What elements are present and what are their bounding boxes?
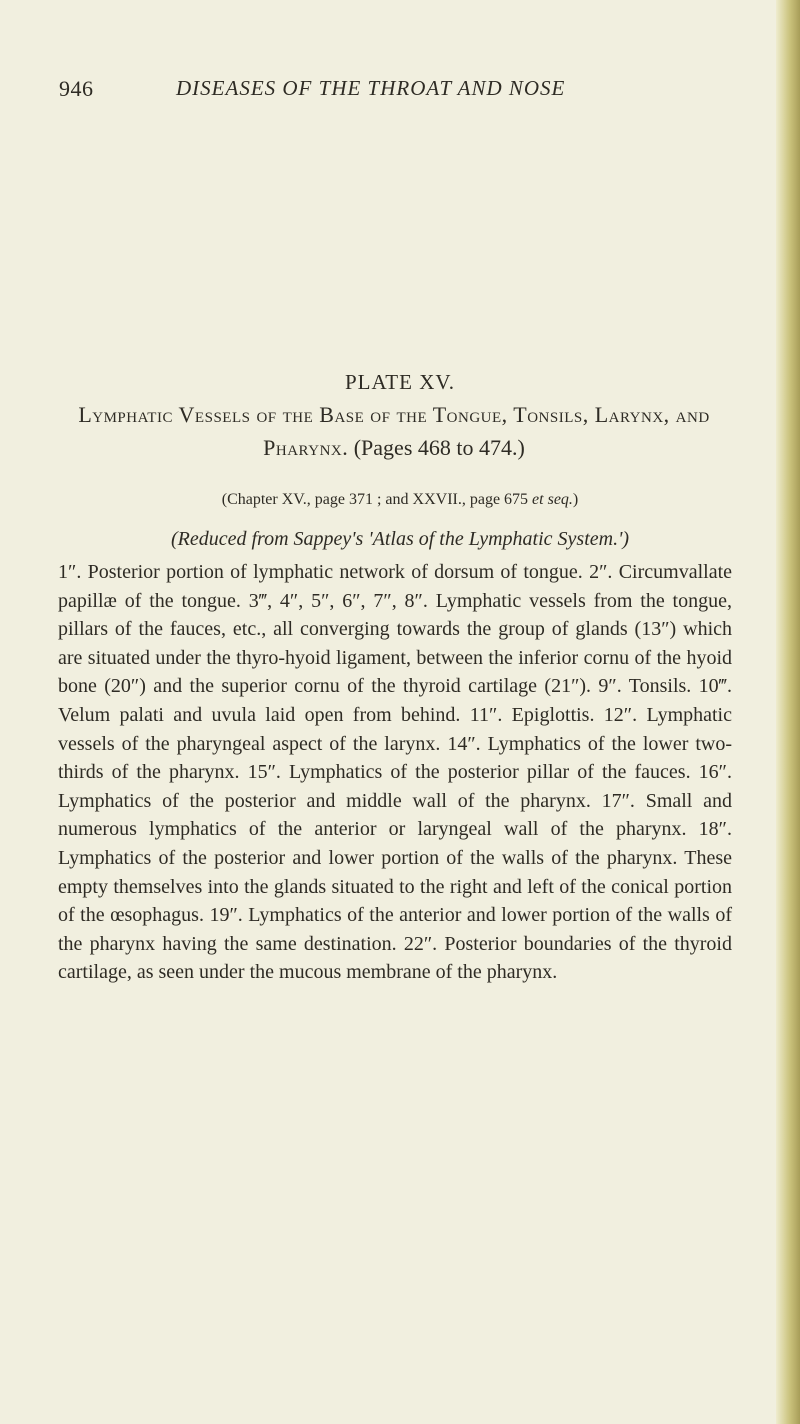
plate-description: 1″. Posterior portion of lymphatic network of dorsum of tongue. 2″. Circumvallate papillæ of the tongue. 3‴, 4″, 5″, 6″, 7″, 8″. Lymphatic vessels from the tongue, pillars of the fauces, etc., all converging towards the group of glands (13″) which are situated under the thyro-hyoid ligament, between the inferior cornu of the hyoid bone (20″) and the superior cornu of the thyroid cartilage (21″). 9″. Tonsils. 10‴. Velum palati and uvula laid open from behind. 11″. Epiglottis. 12″. Lymphatic vessels of the pharyngeal aspect of the larynx. 14″. Lymphatics of the lower two-thirds of the pharynx. 15″. Lymphatics of the posterior pillar of the fauces. 16″. Lymphatics of the posterior and middle wall of the pharynx. 17″. Small and numerous lymphatics of the anterior or laryngeal wall of the pharynx. 18″. Lymphatics of the posterior and lower portion of the walls of the pharynx. These empty themselves into the glands situated to the right and left of the conical portion of the œsophagus. 19″. Lymphatics of the anterior and lower portion of the walls of the pharynx having the same destination. 22″. Posterior boundaries of the thyroid cartilage, as seen under the mucous membrane of the pharynx. [58,561,732,984]
caption-title [58,398,730,464]
running-head [0,76,760,106]
caption-heading: Lymphatic Vessels of the Base of the Tongue, Tonsils, Larynx, and Pharynx. [78,402,710,460]
chapter-ref-text: (Chapter XV., page 371 ; and XXVII., page 675 [221,491,533,508]
page-edge-shading [776,0,800,1424]
page-number: 946 [59,76,94,101]
plate-title: PLATE XV. [344,370,456,394]
pages-note: (Pages 468 to 474.) [353,435,525,460]
chapter-ref-close: ) [572,491,579,508]
chapter-ref-italic: et seq. [532,491,573,508]
running-title: DISEASES OF THE THROAT AND NOSE [176,76,566,100]
source-reference: (Reduced from Sappey's 'Atlas of the Lymphatic System.') [170,528,630,550]
chapter-reference [0,491,800,509]
